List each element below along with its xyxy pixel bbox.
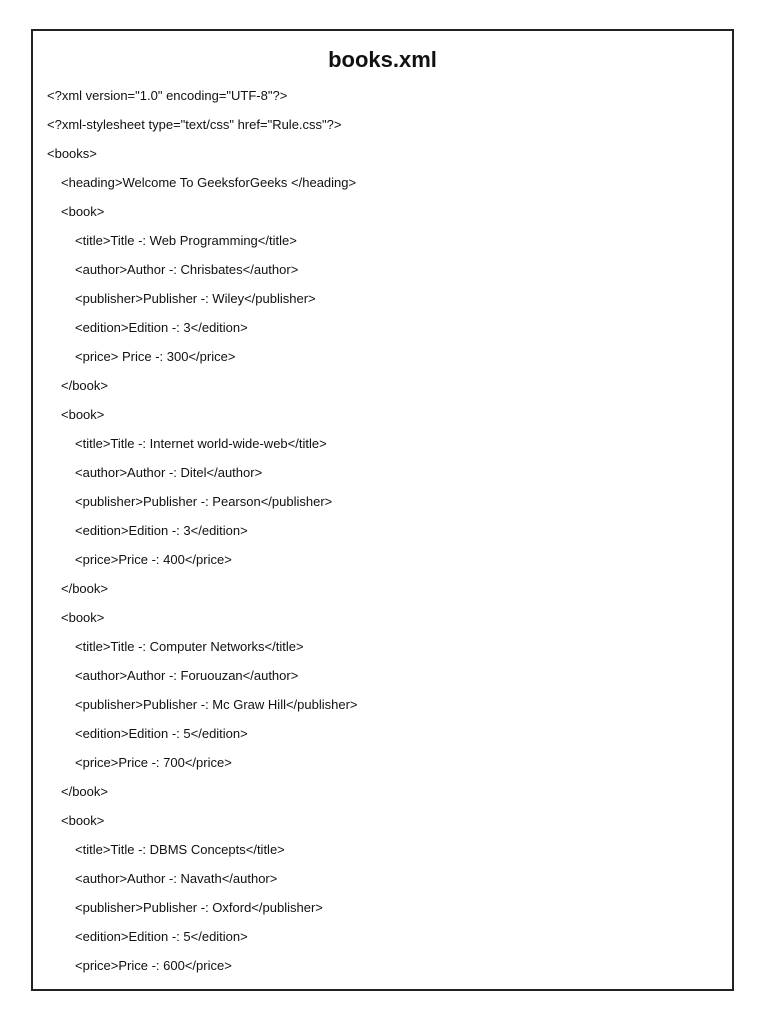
code-line: <publisher>Publisher -: Mc Graw Hill</publisher> [75,697,358,712]
code-line: <edition>Edition -: 5</edition> [75,929,248,944]
code-line: <book> [61,407,105,422]
code-line: <price>Price -: 700</price> [75,755,232,770]
code-line: </book> [61,581,108,596]
document-title: books.xml [328,47,437,72]
code-line: <title>Title -: Internet world-wide-web</title> [75,436,327,451]
code-line: <author>Author -: Foruouzan</author> [75,668,299,683]
code-line: <?xml-stylesheet type="text/css" href="Rule.css"?> [47,117,342,132]
code-line: <author>Author -: Navath</author> [75,871,278,886]
code-line: <book> [61,813,105,828]
code-line: <heading>Welcome To GeeksforGeeks </heading> [61,175,357,190]
code-line: <?xml version="1.0" encoding="UTF-8"?> [47,88,288,103]
code-line: <books> [47,146,97,161]
code-line: <edition>Edition -: 5</edition> [75,726,248,741]
code-line: </book> [61,784,108,799]
code-line: <price>Price -: 400</price> [75,552,232,567]
code-line: <publisher>Publisher -: Wiley</publisher> [75,291,316,306]
code-line: <edition>Edition -: 3</edition> [75,523,248,538]
code-line: <title>Title -: Computer Networks</title> [75,639,304,654]
code-line: <author>Author -: Chrisbates</author> [75,262,299,277]
xml-code-listing [47,86,358,985]
code-line: <publisher>Publisher -: Oxford</publisher> [75,900,323,915]
code-line: <publisher>Publisher -: Pearson</publisher> [75,494,333,509]
code-line: </book> [61,378,108,393]
code-line: <title>Title -: Web Programming</title> [75,233,297,248]
code-line: <price> Price -: 300</price> [75,349,236,364]
code-line: <edition>Edition -: 3</edition> [75,320,248,335]
code-line: <book> [61,204,105,219]
code-line: <author>Author -: Ditel</author> [75,465,263,480]
code-line: <title>Title -: DBMS Concepts</title> [75,842,285,857]
code-line: <price>Price -: 600</price> [75,958,232,973]
code-line: <book> [61,610,105,625]
document-frame [31,29,734,991]
